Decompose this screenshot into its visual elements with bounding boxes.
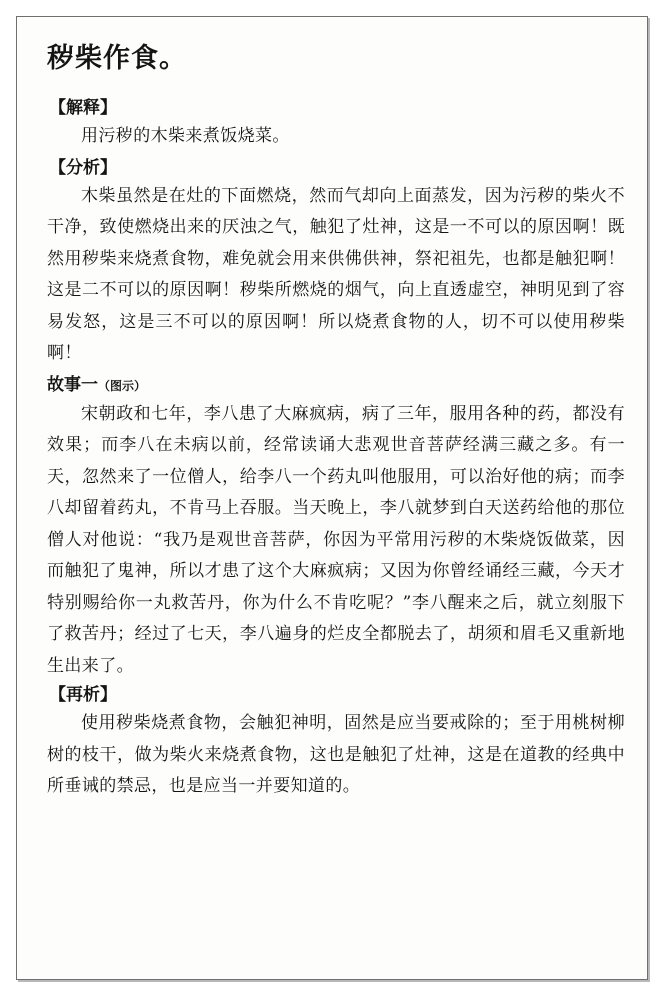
story-text: 宋朝政和七年，李八患了大麻疯病，病了三年，服用各种的药，都没有效果；而李八在未病以前，经常读诵大悲观世音菩萨经满三藏之多。有一天，忽然来了一位僧人，给李八一个药丸叫他服用，可以治好他的病；而李八却留着药丸，不肯马上吞服。当天晚上，李八就梦到白天送药给他的那位僧人对他说：“我乃是观世音菩萨，你因为平常用污秽的木柴烧饭做菜，因而触犯了鬼神，所以才患了这个大麻疯病；又因为你曾经诵经三藏，今天才特别赐给你一丸救苦丹，你为什么不肯吃呢？”李八醒来之后，就立刻服下了救苦丹；经过了七天，李八遍身的烂皮全都脱去了，胡须和眉毛又重新地生出来了。 — [47, 403, 625, 676]
reanalysis-heading: 【再析】 — [49, 685, 117, 705]
page-title: 秽柴作食。 — [47, 43, 187, 74]
analysis-text: 木柴虽然是在灶的下面燃烧，然而气却向上面蒸发，因为污秽的柴火不干净，致使燃烧出来的厌浊之气，触犯了灶神，这是一不可以的原因啊！既然用秽柴来烧煮食物，难免就会用来供佛供神，祭祀祖先，也都是触犯啊！这是二不可以的原因啊！秽柴所燃烧的烟气，向上直透虚空，神明见到了容易发怒，这是三不可以的原因啊！所以烧煮食物的人，切不可以使用秽柴啊！ — [47, 185, 625, 363]
book-page — [16, 16, 648, 980]
explanation-text: 用污秽的木柴来煮饭烧菜。 — [81, 126, 290, 146]
analysis-heading: 【分析】 — [49, 157, 117, 178]
story-heading — [47, 372, 625, 399]
story-heading-sublabel: （图示） — [98, 378, 147, 393]
explanation-heading: 【解释】 — [49, 98, 117, 118]
reanalysis-text: 使用秽柴烧煮食物，会触犯神明，固然是应当要戒除的；至于用桃树柳树的枝干，做为柴火来烧煮食物，这也是触犯了灶神，这是在道教的经典中所垂诫的禁忌，也是应当一并要知道的。 — [47, 713, 625, 796]
story-heading-label: 故事一 — [47, 374, 98, 395]
page-content — [47, 39, 625, 803]
